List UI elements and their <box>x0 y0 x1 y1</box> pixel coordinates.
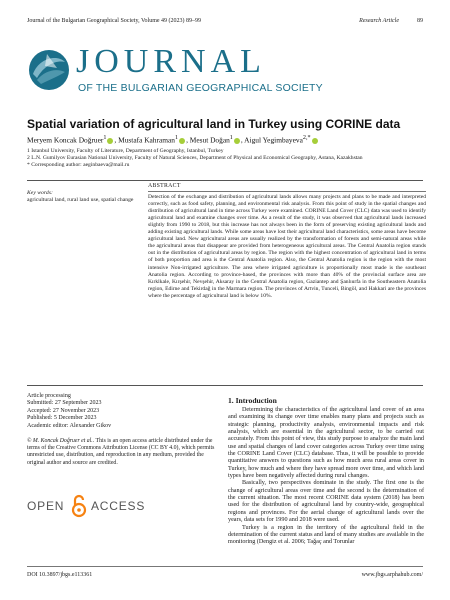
author-name: Aigul Yegimbayeva <box>244 135 303 145</box>
running-head <box>27 18 423 28</box>
author-affiliation-marker: 1 <box>103 135 107 141</box>
orcid-icon[interactable] <box>234 138 240 144</box>
abstract-text: Detection of the exchange and distribution of agricultural lands allows many projects and plans to be made and interpreted correctly, such as food safety, planning, and environmental risk analysis. From this point of study in the spatial changes and distribution of agricultural land in time across Turkey were examined. CORINE Land Cover (CLC) data was used to identify agricultural land and examine changes over time. As a result of the study, it was observed that agricultural lands increased slightly from 1990 to 2018, but this increase has not always been in the form of preserving existing agricultural lands and adding existing agricultural lands. While some areas have lost their agricultural land characteristics, some areas have become agricultural land. New agricultural areas are usually realized by the transformation of forests and semi-natural areas while the agricultural areas that disappear are provided from heterogeneous agricultural areas. The Central Anatolia region stands out in the distribution of agricultural areas by region. The region with the highest concentration of agricultural land in terms of both proportion and area is the Central Anatolia region. Also, the Central Anatolia region is the region with the most intensive Non-irrigated agriculture. The area where irrigated agriculture is proportionally most made is the southeast Anatolia region. According to province-based, the provinces with more than 40% of the provincial surface area are Kırklkale, Kırşehir, Nevşehir, Aksaray in the Central Anatolia region, Gaziantep and Şanlıurfa in the Southeastern Anatolia region, Edirne and Tekirdağ in the Marmara region. The provinces of Artvin, Tunceli, Bingöl, and Hakkari are the provinces where the percentage of agricultural land is below 10%. <box>148 194 426 299</box>
abstract-divider <box>27 385 423 386</box>
article-title: Spatial variation of agricultural land in Turkey using CORINE data <box>27 117 401 131</box>
paragraph: Determining the characteristics of the agricultural land cover of an area and examining its change over time enables many plans and projects such as strategic planning, productivity analysis, environmental impacts and risk analysis, which are essential in the agricultural sector, to be carried out accurately. From this point of view, this study purpose to analyze the main land use and spatial changes of land cover categories across Turkey over time using the CORINE Land Cover (CLC) database. Thus, it will be possible to provide quantitative answers to questions such as how much area rural areas cover in Turkey, how much and where they have spread more over time, and which land types have been negatively affected during rural changes. <box>228 407 424 480</box>
affiliation: 2 L.N. Gumilyov Eurasian National University, Faculty of Natural Sciences, Department of Physical and Economical Geography, Astana, Kazakhstan <box>27 155 363 162</box>
header-divider <box>27 180 423 181</box>
author-name: Mesut Doğan <box>189 135 230 145</box>
copyright-holder: © M. Koncak Doğruer et al. <box>27 438 93 444</box>
orcid-icon[interactable] <box>107 138 113 144</box>
page-number: 89 <box>417 18 423 24</box>
processing-heading: Article processing <box>27 393 71 399</box>
section-heading: 1. Introduction <box>228 396 277 405</box>
submitted-date: Submitted: 27 September 2023 <box>27 400 102 407</box>
author-name: Mustafa Kahraman <box>118 135 175 145</box>
open-lock-icon <box>71 494 87 518</box>
published-date: Published: 5 December 2023 <box>27 415 97 422</box>
keywords-text: agricultural land, rural land use, spatial change <box>27 197 134 203</box>
affiliations <box>27 148 437 170</box>
author-name: Meryem Koncak Doğruer <box>27 135 104 145</box>
author-affiliation-marker: 1 <box>174 135 179 141</box>
orcid-icon[interactable] <box>312 138 318 144</box>
journal-citation: Journal of the Bulgarian Geographical Society, Volume 49 (2023) 89–99 <box>27 18 202 24</box>
paragraph: Basically, two perspectives dominate in the study. The first one is the change of agricultural areas over time and the second is the determination of the current situation. The most recent CORINE data system (2018) has been used for the distribution of agricultural land by country-wide, geographical regions and provinces. For the aerial change of agricultural lands over the years, data sets for 1990 and 2018 were used. <box>228 480 424 524</box>
journal-logo-subtitle: OF THE BULGARIAN GEOGRAPHICAL SOCIETY <box>78 82 323 94</box>
open-access-right-text: ACCESS <box>91 499 146 513</box>
journal-url[interactable]: www.jbgs.arphahub.com/ <box>361 572 423 578</box>
academic-editor: Academic editor: Alexander Gikov <box>27 422 112 429</box>
abstract-rule <box>148 191 426 192</box>
journal-logo-title: JOURNAL <box>76 43 266 80</box>
keywords-label: Key words: <box>27 190 53 196</box>
author-affiliation-marker: 1 <box>229 135 233 141</box>
license-text: This is an open access article distributed under the terms of the Creative Commons Attribution License (CC BY 4.0), which permits unrestricted use, distribution, and reproduction in any medium, provided the original author and source are credited. <box>27 438 215 466</box>
abstract-label: ABSTRACT <box>148 183 181 189</box>
doi[interactable]: DOI 10.3897/jbgs.e113361 <box>27 572 93 578</box>
orcid-icon[interactable] <box>179 138 185 144</box>
author-list: Meryem Koncak Doğruer$^1$ , Mustafa Kahraman$^1$ , Mesut Doğan$^1$ , Aigul Yegimbayeva$^{2,*}$ <box>27 135 427 144</box>
corresponding-author: * Corresponding author: aeginbaeva@mail.ru <box>27 162 130 169</box>
author-affiliation-marker: 2,* <box>302 135 311 141</box>
accepted-date: Accepted: 27 November 2023 <box>27 407 100 414</box>
abstract <box>148 183 426 300</box>
article-type: Research Article <box>359 18 399 24</box>
affiliation: 1 Istanbul University, Faculty of Literature, Department of Geography, Istanbul, Turkey <box>27 148 224 154</box>
open-access-logo <box>27 493 217 523</box>
footer-rule <box>27 566 423 567</box>
paragraph: Turkey is a region in the territory of the agricultural field in the determination of the current status and land of many studies are available in the monitoring (Dengiz et al. 2006; Tağaç and Torunlar <box>228 524 424 546</box>
license-statement: © M. Koncak Doğruer et al.. This is an open access article distributed under the terms of the Creative Commons Attribution License (CC BY 4.0), which permits unrestricted use, distribution, and reproduction in any medium, provided the original author and source are credited. <box>27 438 215 466</box>
journal-logo-icon <box>27 48 71 92</box>
open-access-left-text: OPEN <box>27 499 65 513</box>
introduction-body <box>228 407 424 547</box>
keywords-box <box>27 190 139 204</box>
article-processing <box>27 393 167 430</box>
